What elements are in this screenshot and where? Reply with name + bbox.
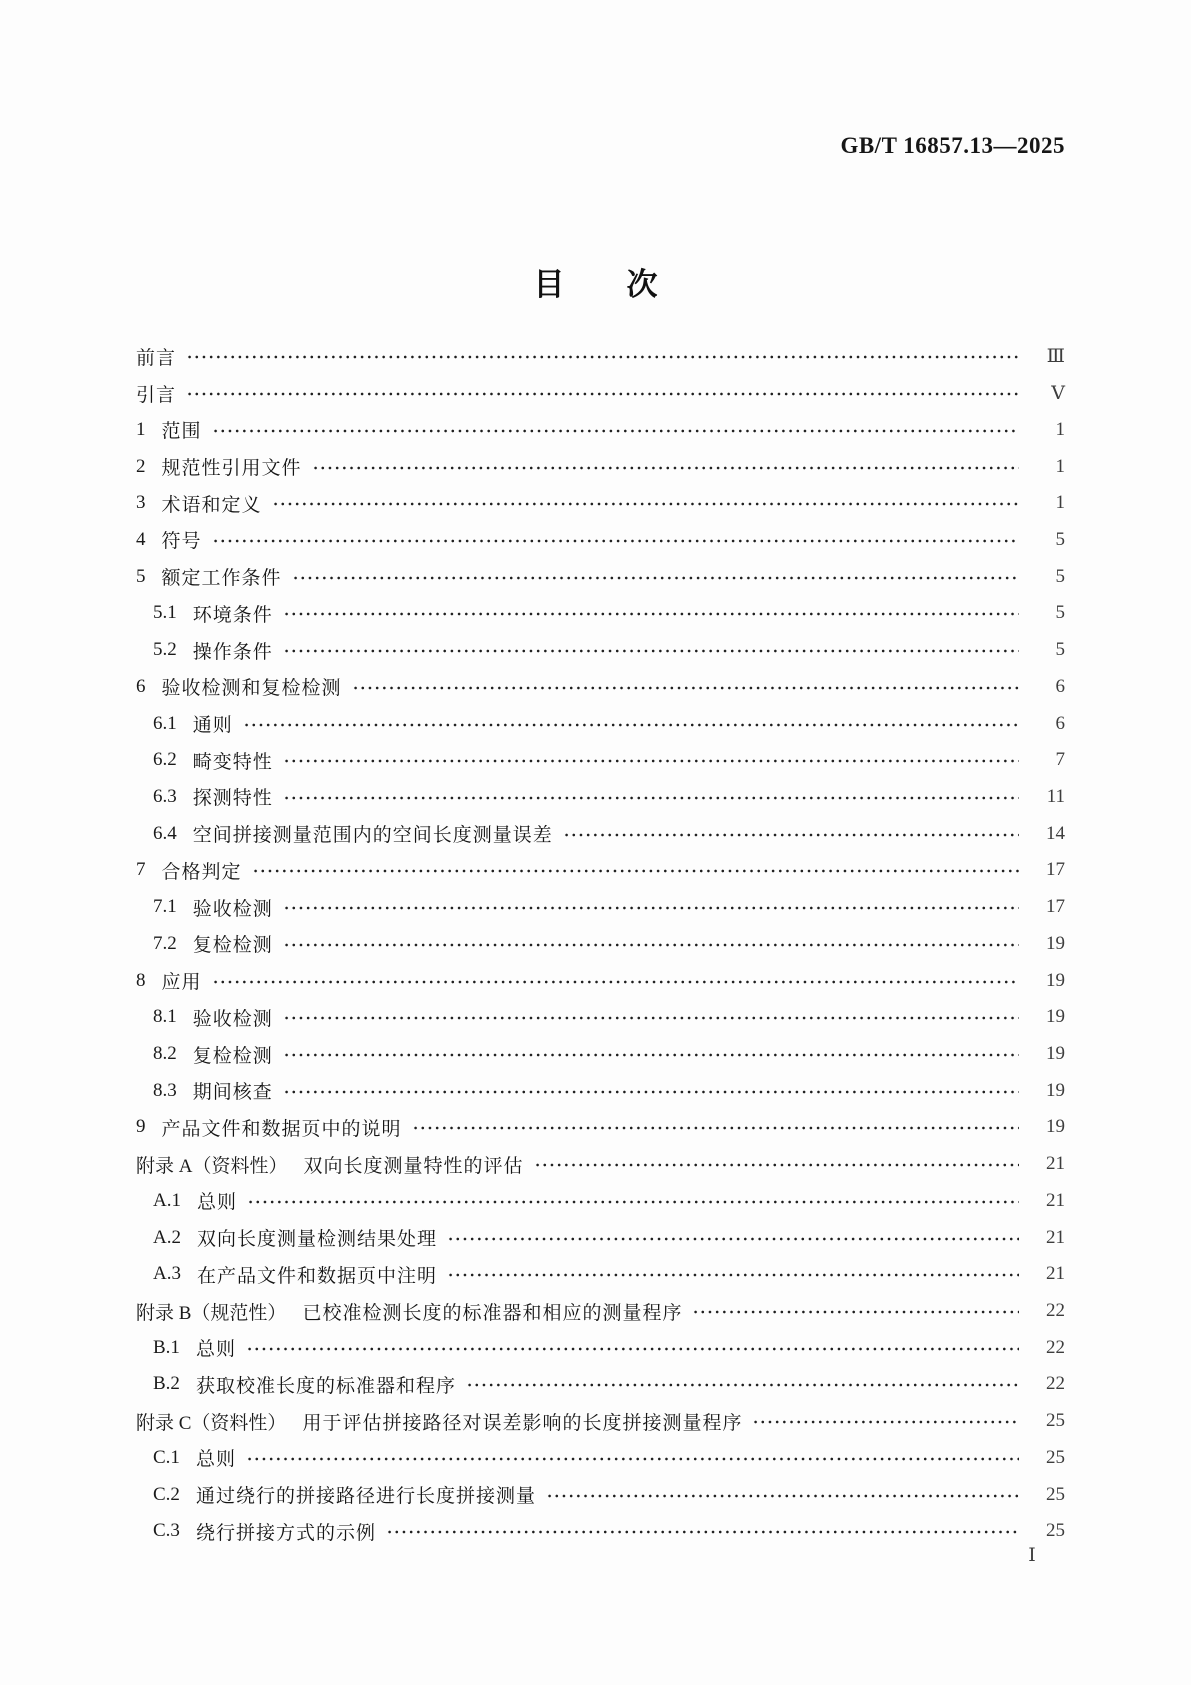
toc-entry-page: 19 bbox=[1046, 1006, 1065, 1028]
toc-entry-title: 通过绕行的拼接路径进行长度拼接测量 bbox=[195, 1486, 536, 1508]
toc-entry bbox=[136, 1036, 1065, 1073]
toc-entry bbox=[136, 1513, 1065, 1550]
dot-leader bbox=[272, 498, 1019, 510]
dot-leader bbox=[212, 976, 1019, 988]
toc-entry bbox=[136, 999, 1065, 1036]
dot-leader bbox=[283, 645, 1019, 657]
toc-entry-number: 3 bbox=[136, 492, 146, 514]
toc-entry-number: 6.3 bbox=[153, 785, 177, 807]
dot-leader bbox=[466, 1379, 1019, 1391]
toc-entry bbox=[136, 926, 1065, 963]
toc-entry-number: 6 bbox=[136, 675, 146, 697]
toc-entry-number: 附录 C（资料性） bbox=[136, 1412, 287, 1434]
toc-entry-title: 获取校准长度的标准器和程序 bbox=[195, 1375, 456, 1397]
toc-entry bbox=[136, 1403, 1065, 1440]
toc-entry-page: 5 bbox=[1055, 639, 1065, 661]
toc-entry-page: 11 bbox=[1046, 785, 1065, 807]
dot-leader bbox=[212, 425, 1019, 437]
toc-entry bbox=[136, 668, 1065, 705]
dot-leader bbox=[243, 719, 1019, 731]
toc-entry bbox=[136, 1219, 1065, 1256]
toc-entry-title: 符号 bbox=[161, 531, 202, 553]
toc-entry bbox=[136, 1072, 1065, 1109]
dot-leader bbox=[283, 608, 1019, 620]
toc-entry-page: 14 bbox=[1046, 822, 1065, 844]
toc-entry-page: Ⅲ bbox=[1046, 345, 1065, 367]
toc-entry-title: 用于评估拼接路径对误差影响的长度拼接测量程序 bbox=[302, 1412, 743, 1434]
toc-entry bbox=[136, 1476, 1065, 1513]
standard-code: GB/T 16857.13—2025 bbox=[840, 133, 1065, 158]
toc-entry-number: 8.1 bbox=[153, 1006, 177, 1028]
dot-leader bbox=[252, 865, 1019, 877]
dot-leader bbox=[283, 1049, 1019, 1061]
dot-leader bbox=[283, 902, 1019, 914]
toc-entry-title: 复检检测 bbox=[192, 1045, 273, 1067]
toc-entry-number: A.1 bbox=[153, 1189, 181, 1211]
toc-entry-number: B.1 bbox=[153, 1336, 180, 1358]
toc-entry-title: 已校准检测长度的标准器和相应的测量程序 bbox=[302, 1302, 683, 1324]
toc-entry-number: 5.2 bbox=[153, 639, 177, 661]
toc-entry-title: 验收检测 bbox=[192, 898, 273, 920]
toc-entry-title: 操作条件 bbox=[192, 641, 273, 663]
toc-entry bbox=[136, 1256, 1065, 1293]
toc-entry-number: 5 bbox=[136, 565, 146, 587]
toc-entry-title: 环境条件 bbox=[192, 604, 273, 626]
toc-entry-page: 21 bbox=[1046, 1189, 1065, 1211]
toc-entry bbox=[136, 338, 1065, 375]
toc-entry-page: 17 bbox=[1046, 859, 1065, 881]
toc-entry-page: 19 bbox=[1046, 969, 1065, 991]
toc-entry bbox=[136, 411, 1065, 448]
toc-entry-number: C.3 bbox=[153, 1520, 180, 1542]
folio-page-number: Ⅰ bbox=[1028, 1545, 1036, 1566]
dot-leader bbox=[386, 1526, 1019, 1538]
toc-entry bbox=[136, 1109, 1065, 1146]
toc-entry-page: Ⅴ bbox=[1051, 382, 1065, 404]
toc-entry-title: 总则 bbox=[196, 1192, 237, 1214]
dot-leader bbox=[692, 1306, 1019, 1318]
dot-leader bbox=[283, 1086, 1019, 1098]
toc-entry-number: 7.2 bbox=[153, 932, 177, 954]
toc-entry-page: 7 bbox=[1055, 749, 1065, 771]
toc-entry-title: 在产品文件和数据页中注明 bbox=[196, 1265, 437, 1287]
toc-entry-page: 21 bbox=[1046, 1153, 1065, 1175]
toc-entry-page: 21 bbox=[1046, 1263, 1065, 1285]
toc-entry-number: 8 bbox=[136, 969, 146, 991]
dot-leader bbox=[246, 1453, 1019, 1465]
toc-entry-number: 8.2 bbox=[153, 1043, 177, 1065]
toc-entry bbox=[136, 1146, 1065, 1183]
toc-entry-page: 5 bbox=[1055, 528, 1065, 550]
dot-leader bbox=[246, 1343, 1019, 1355]
dot-leader bbox=[283, 939, 1019, 951]
toc-entry-title: 总则 bbox=[195, 1339, 236, 1361]
toc-entry bbox=[136, 632, 1065, 669]
toc-entry-page: 5 bbox=[1055, 565, 1065, 587]
toc-entry-page: 5 bbox=[1055, 602, 1065, 624]
dot-leader bbox=[186, 351, 1019, 363]
toc-entry-number: C.2 bbox=[153, 1483, 180, 1505]
toc-entry-number: B.2 bbox=[153, 1373, 180, 1395]
toc-entry-title: 通则 bbox=[192, 715, 233, 737]
toc-entry-number: 2 bbox=[136, 455, 146, 477]
toc-entry-page: 25 bbox=[1046, 1483, 1065, 1505]
toc-entry-title: 验收检测和复检检测 bbox=[161, 678, 342, 700]
toc-entry bbox=[136, 485, 1065, 522]
toc-list bbox=[136, 338, 1065, 1550]
toc-entry bbox=[136, 1183, 1065, 1220]
toc-entry-number: 7.1 bbox=[153, 896, 177, 918]
toc-entry-number: 4 bbox=[136, 528, 146, 550]
toc-entry-title: 复检检测 bbox=[192, 935, 273, 957]
toc-entry-page: 17 bbox=[1046, 896, 1065, 918]
toc-entry-title: 引言 bbox=[136, 384, 177, 406]
toc-entry-title: 额定工作条件 bbox=[161, 568, 282, 590]
toc-entry-title: 总则 bbox=[195, 1449, 236, 1471]
toc-entry bbox=[136, 522, 1065, 559]
toc-entry bbox=[136, 705, 1065, 742]
toc-entry-number: 附录 A（资料性） bbox=[136, 1155, 288, 1177]
toc-entry-page: 22 bbox=[1046, 1373, 1065, 1395]
dot-leader bbox=[283, 1012, 1019, 1024]
toc-entry-page: 21 bbox=[1046, 1226, 1065, 1248]
toc-entry-number: 6.1 bbox=[153, 712, 177, 734]
toc-entry-title: 产品文件和数据页中的说明 bbox=[161, 1118, 402, 1140]
toc-entry bbox=[136, 1440, 1065, 1477]
toc-entry-page: 1 bbox=[1055, 418, 1065, 440]
dot-leader bbox=[292, 572, 1019, 584]
toc-entry-title: 空间拼接测量范围内的空间长度测量误差 bbox=[192, 825, 553, 847]
toc-entry bbox=[136, 742, 1065, 779]
toc-entry-title: 合格判定 bbox=[161, 861, 242, 883]
toc-entry-number: A.3 bbox=[153, 1263, 181, 1285]
toc-entry-title: 期间核查 bbox=[192, 1082, 273, 1104]
toc-entry bbox=[136, 779, 1065, 816]
toc-entry-number: A.2 bbox=[153, 1226, 181, 1248]
dot-leader bbox=[247, 1196, 1019, 1208]
toc-entry bbox=[136, 595, 1065, 632]
toc-entry bbox=[136, 962, 1065, 999]
toc-entry-page: 22 bbox=[1046, 1300, 1065, 1322]
toc-entry-page: 22 bbox=[1046, 1336, 1065, 1358]
dot-leader bbox=[546, 1490, 1019, 1502]
dot-leader bbox=[186, 388, 1019, 400]
toc-entry bbox=[136, 375, 1065, 412]
toc-entry bbox=[136, 815, 1065, 852]
dot-leader bbox=[534, 1159, 1020, 1171]
toc-entry bbox=[136, 558, 1065, 595]
toc-entry-number: 1 bbox=[136, 418, 146, 440]
toc-entry-title: 前言 bbox=[136, 347, 177, 369]
toc-entry-page: 25 bbox=[1046, 1446, 1065, 1468]
dot-leader bbox=[352, 682, 1019, 694]
toc-entry-page: 25 bbox=[1046, 1520, 1065, 1542]
toc-entry-page: 19 bbox=[1046, 1043, 1065, 1065]
toc-entry-number: 附录 B（规范性） bbox=[136, 1302, 287, 1324]
toc-entry bbox=[136, 852, 1065, 889]
toc-entry-title: 应用 bbox=[161, 972, 202, 994]
toc-entry-page: 6 bbox=[1055, 675, 1065, 697]
toc-entry-number: 5.1 bbox=[153, 602, 177, 624]
toc-entry bbox=[136, 889, 1065, 926]
toc-entry-title: 范围 bbox=[161, 421, 202, 443]
toc-entry bbox=[136, 1329, 1065, 1366]
toc-entry-page: 19 bbox=[1046, 1079, 1065, 1101]
toc-entry-number: C.1 bbox=[153, 1446, 180, 1468]
toc-entry-title: 双向长度测量检测结果处理 bbox=[196, 1229, 437, 1251]
toc-entry-title: 探测特性 bbox=[192, 788, 273, 810]
toc-entry-title: 规范性引用文件 bbox=[161, 458, 302, 480]
dot-leader bbox=[752, 1416, 1019, 1428]
toc-entry-number: 6.2 bbox=[153, 749, 177, 771]
toc-entry-page: 25 bbox=[1046, 1410, 1065, 1432]
toc-entry-title: 验收检测 bbox=[192, 1008, 273, 1030]
dot-leader bbox=[283, 792, 1019, 804]
toc-entry bbox=[136, 448, 1065, 485]
dot-leader bbox=[563, 829, 1019, 841]
toc-entry-title: 绕行拼接方式的示例 bbox=[195, 1522, 376, 1544]
dot-leader bbox=[447, 1269, 1019, 1281]
page-title: 目 次 bbox=[533, 266, 658, 302]
dot-leader bbox=[283, 755, 1019, 767]
toc-entry bbox=[136, 1366, 1065, 1403]
toc-entry-number: 8.3 bbox=[153, 1079, 177, 1101]
toc-entry-title: 术语和定义 bbox=[161, 494, 262, 516]
toc-entry-page: 19 bbox=[1046, 1116, 1065, 1138]
toc-entry-page: 1 bbox=[1055, 492, 1065, 514]
dot-leader bbox=[212, 535, 1019, 547]
toc-entry-page: 6 bbox=[1055, 712, 1065, 734]
toc-entry-number: 7 bbox=[136, 859, 146, 881]
dot-leader bbox=[312, 462, 1019, 474]
toc-entry-page: 19 bbox=[1046, 932, 1065, 954]
toc-entry-page: 1 bbox=[1055, 455, 1065, 477]
toc-entry-title: 畸变特性 bbox=[192, 751, 273, 773]
dot-leader bbox=[447, 1233, 1019, 1245]
toc-entry bbox=[136, 1293, 1065, 1330]
toc-entry-number: 6.4 bbox=[153, 822, 177, 844]
dot-leader bbox=[412, 1122, 1019, 1134]
toc-entry-title: 双向长度测量特性的评估 bbox=[303, 1155, 524, 1177]
toc-entry-number: 9 bbox=[136, 1116, 146, 1138]
